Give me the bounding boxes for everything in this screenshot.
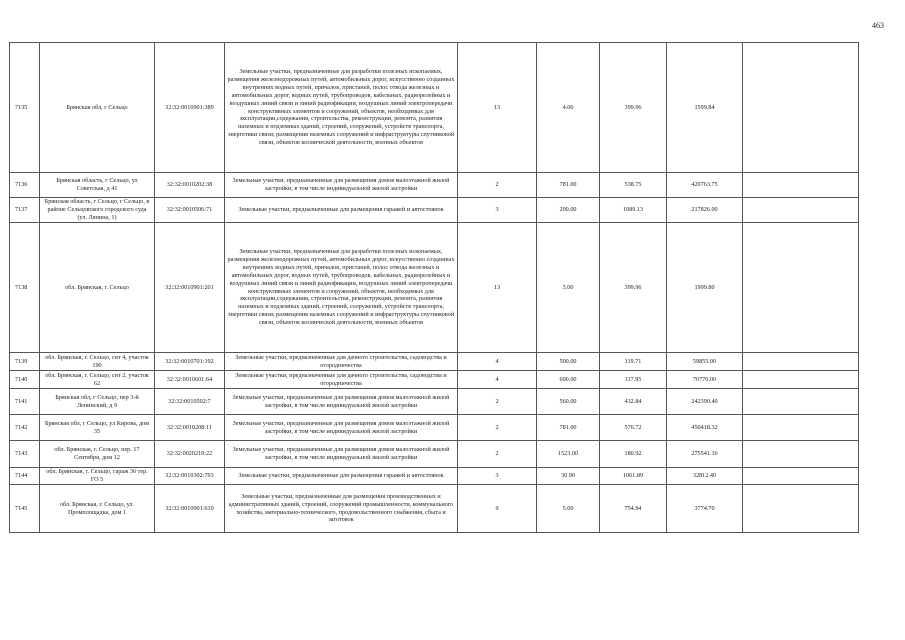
land-registry-table [9, 42, 859, 533]
area-cell: 200.00 [537, 198, 600, 223]
land-use-cell: Земельные участки, предназначенные для размещения домов малоэтажной жилой застройки, в том числе индивидуальной жилой застройки [225, 173, 458, 198]
use-group-cell: 2 [458, 441, 537, 468]
land-use-cell: Земельные участки, предназначенные для размещения домов малоэтажной жилой застройки, в том числе индивидуальной жилой застройки [225, 415, 458, 441]
specific-value-cell: 538.75 [600, 173, 667, 198]
empty-cell [743, 353, 859, 371]
row-number: 7145 [10, 485, 40, 533]
address-cell: обл. Брянская, г. Сельцо, снт 4, участок 190 [40, 353, 155, 371]
land-use-cell: Земельные участки, предназначенные для размещения производственных и административных зданий, строений, сооружений промышленности, коммунального хозяйства, материально-технического, продовольственного снабжения, сбыта и заготовок [225, 485, 458, 533]
cadastral-value-cell: 275541.16 [667, 441, 743, 468]
cadastral-number-cell: 32:32:0010502:7 [155, 389, 225, 415]
use-group-cell: 3 [458, 198, 537, 223]
use-group-cell: 13 [458, 223, 537, 353]
area-cell: 560.00 [537, 389, 600, 415]
cadastral-number-cell: 32:32:0010601:64 [155, 371, 225, 389]
specific-value-cell: 399.96 [600, 43, 667, 173]
specific-value-cell: 117.95 [600, 371, 667, 389]
address-cell: обл. Брянская, г. Сельцо, ул. Промплощадка, дом 1 [40, 485, 155, 533]
cadastral-value-cell: 32812.40 [667, 468, 743, 485]
empty-cell [743, 173, 859, 198]
land-use-cell: Земельные участки, предназначенные для размещения гаражей и автостоянок [225, 468, 458, 485]
table-row [10, 43, 859, 173]
empty-cell [743, 198, 859, 223]
row-number: 7139 [10, 353, 40, 371]
use-group-cell: 3 [458, 468, 537, 485]
row-number: 7143 [10, 441, 40, 468]
table-row [10, 468, 859, 485]
table-row [10, 389, 859, 415]
specific-value-cell: 1061.89 [600, 468, 667, 485]
use-group-cell: 2 [458, 173, 537, 198]
specific-value-cell: 432.84 [600, 389, 667, 415]
use-group-cell: 2 [458, 389, 537, 415]
cadastral-number-cell: 32:32:0010701:192 [155, 353, 225, 371]
use-group-cell: 4 [458, 371, 537, 389]
table-row [10, 198, 859, 223]
land-use-cell: Земельные участки, предназначенные для размещения гаражей и автостоянок [225, 198, 458, 223]
cadastral-number-cell: 32:32:0010901:201 [155, 223, 225, 353]
cadastral-value-cell: 70770.00 [667, 371, 743, 389]
cadastral-number-cell: 32:32:0010506:71 [155, 198, 225, 223]
address-cell: Брянская область, г Сельцо, г Сельцо, в районе Сельцовского городского суда (ул. Ляпина, 1) [40, 198, 155, 223]
cadastral-value-cell: 3774.70 [667, 485, 743, 533]
address-cell: обл. Брянская, г. Сельцо, снт 2, участок 62 [40, 371, 155, 389]
table-row [10, 353, 859, 371]
address-cell: обл. Брянская, г. Сельцо, гараж 36 тер. ГО 5 [40, 468, 155, 485]
row-number: 7135 [10, 43, 40, 173]
land-use-cell: Земельные участки, предназначенные для размещения домов малоэтажной жилой застройки, в том числе индивидуальной жилой застройки [225, 389, 458, 415]
address-cell: Брянская область, г Сельцо, ул Советская, д 41 [40, 173, 155, 198]
specific-value-cell: 180.92 [600, 441, 667, 468]
use-group-cell: 9 [458, 485, 537, 533]
row-number: 7137 [10, 198, 40, 223]
address-cell: обл. Брянская, г. Сельцо, пер. 17 Сентября, дом 12 [40, 441, 155, 468]
area-cell: 4.00 [537, 43, 600, 173]
area-cell: 30.90 [537, 468, 600, 485]
land-use-cell: Земельные участки, предназначенные для разработки полезных ископаемых, размещения железнодорожных путей, автомобильных дорог, искусственно созданных внутренних водных путей, причалов, пристаней, полос отвода железных и автомобильных дорог, водных путей, трубопроводов, кабельных, радиорелейных и воздушных линий связи и линий радиофикации, воздушных линий электропередачи конструктивных элементов и сооружений, объектов, необходимых для эксплуатации,содержания, строительства, реконструкции, ремонта, развития наземных и подземных зданий, строений, сооружений, устройств транспорта, энергетики связи; размещения наземных сооружений и инфраструктуры спутниковой связи, объектов космической деятельности, военных объектов [225, 223, 458, 353]
address-cell: Брянская обл, г Сельцо, пер 3-й Ленинский, д 9 [40, 389, 155, 415]
cadastral-value-cell: 1999.80 [667, 223, 743, 353]
empty-cell [743, 389, 859, 415]
row-number: 7136 [10, 173, 40, 198]
address-cell: обл. Брянская, г. Сельцо [40, 223, 155, 353]
empty-cell [743, 43, 859, 173]
cadastral-number-cell: 32:32:0010901:389 [155, 43, 225, 173]
cadastral-value-cell: 59855.00 [667, 353, 743, 371]
page-number: 463 [872, 21, 884, 30]
cadastral-value-cell: 1599.84 [667, 43, 743, 173]
specific-value-cell: 754.94 [600, 485, 667, 533]
use-group-cell: 4 [458, 353, 537, 371]
empty-cell [743, 223, 859, 353]
row-number: 7144 [10, 468, 40, 485]
row-number: 7138 [10, 223, 40, 353]
empty-cell [743, 441, 859, 468]
use-group-cell: 13 [458, 43, 537, 173]
table-row [10, 485, 859, 533]
table-row [10, 173, 859, 198]
area-cell: 5.00 [537, 223, 600, 353]
specific-value-cell: 1089.13 [600, 198, 667, 223]
empty-cell [743, 371, 859, 389]
cadastral-number-cell: 32:32:0020219:22 [155, 441, 225, 468]
address-cell: Брянская обл, г Сельцо, ул Кирова, дом 35 [40, 415, 155, 441]
cadastral-value-cell: 450418.32 [667, 415, 743, 441]
cadastral-number-cell: 32:32:0010302:793 [155, 468, 225, 485]
land-use-cell: Земельные участки, предназначенные для разработки полезных ископаемых, размещения железнодорожных путей, автомобильных дорог, искусственно созданных внутренних водных путей, причалов, пристаней, полос отвода железных и автомобильных дорог, водных путей, трубопроводов, кабельных, радиорелейных и воздушных линий связи и линий радиофикации, воздушных линий электропередачи конструктивных элементов и сооружений, объектов, необходимых для эксплуатации,содержания, строительства, реконструкции, ремонта, развития наземных и подземных зданий, строений, сооружений, устройств транспорта, энергетики связи; размещения наземных сооружений и инфраструктуры спутниковой связи, объектов космической деятельности, военных объектов [225, 43, 458, 173]
land-use-cell: Земельные участки, предназначенные для размещения домов малоэтажной жилой застройки, в том числе индивидуальной жилой застройки [225, 441, 458, 468]
cadastral-value-cell: 242390.40 [667, 389, 743, 415]
table-row [10, 371, 859, 389]
specific-value-cell: 119.71 [600, 353, 667, 371]
row-number: 7140 [10, 371, 40, 389]
use-group-cell: 2 [458, 415, 537, 441]
cadastral-number-cell: 32:32:0010202:38 [155, 173, 225, 198]
area-cell: 600.00 [537, 371, 600, 389]
area-cell: 500.00 [537, 353, 600, 371]
land-use-cell: Земельные участки, предназначенные для дачного строительства, садоводства и огородничества [225, 353, 458, 371]
area-cell: 1523.00 [537, 441, 600, 468]
cadastral-number-cell: 32:32:0010901:610 [155, 485, 225, 533]
cadastral-number-cell: 32:32:0010208:11 [155, 415, 225, 441]
empty-cell [743, 468, 859, 485]
table-row [10, 223, 859, 353]
empty-cell [743, 485, 859, 533]
row-number: 7142 [10, 415, 40, 441]
cadastral-value-cell: 217826.00 [667, 198, 743, 223]
specific-value-cell: 576.72 [600, 415, 667, 441]
address-cell: Брянская обл, г Сельцо [40, 43, 155, 173]
specific-value-cell: 399.96 [600, 223, 667, 353]
row-number: 7141 [10, 389, 40, 415]
table-row [10, 415, 859, 441]
cadastral-value-cell: 420763.75 [667, 173, 743, 198]
land-use-cell: Земельные участки, предназначенные для дачного строительства, садоводства и огородничества [225, 371, 458, 389]
empty-cell [743, 415, 859, 441]
area-cell: 5.00 [537, 485, 600, 533]
area-cell: 781.00 [537, 173, 600, 198]
area-cell: 781.00 [537, 415, 600, 441]
table-row [10, 441, 859, 468]
